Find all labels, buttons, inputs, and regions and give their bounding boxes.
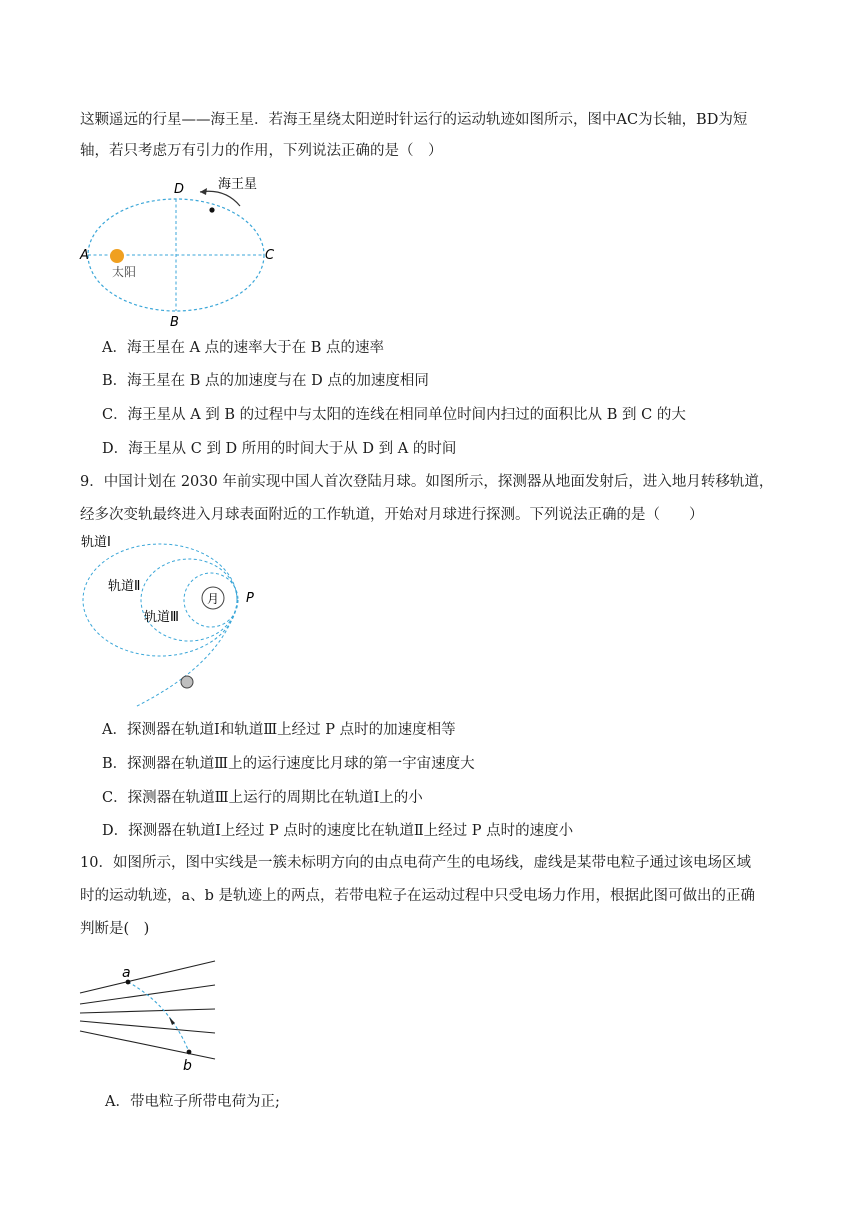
- field-line-5: [80, 1031, 215, 1059]
- q9-option-c: C．探测器在轨道Ⅲ上运行的周期比在轨道Ⅰ上的小: [102, 790, 423, 806]
- q9-stem-line-1: 9．中国计划在 2030 年前实现中国人首次登陆月球。如图所示，探测器从地面发射后，进入地月转移轨道，: [80, 474, 774, 490]
- q9-stem-line-2: 经多次变轨最终进入月球表面附近的工作轨道，开始对月球进行探测。下列说法正确的是（ ）: [80, 507, 704, 523]
- q9-option-d: D．探测器在轨道Ⅰ上经过 P 点时的速度比在轨道Ⅱ上经过 P 点时的速度小: [102, 823, 574, 839]
- label-P: P: [246, 591, 254, 606]
- q10-stem-line-1: 10．如图所示，图中实线是一簇未标明方向的由点电荷产生的电场线，虚线是某带电粒子通过该电场区域: [80, 855, 751, 871]
- q8-stem-line-2: 轴，若只考虑万有引力的作用，下列说法正确的是（ ）: [80, 143, 443, 159]
- q10-stem-line-3: 判断是( ): [80, 921, 150, 937]
- label-orbit-3: 轨道Ⅲ: [144, 610, 179, 625]
- label-moon: 月: [207, 592, 220, 606]
- arrowhead-icon: [200, 188, 207, 195]
- q8-option-b: B．海王星在 B 点的加速度与在 D 点的加速度相同: [102, 373, 429, 389]
- label-orbit-1: 轨道Ⅰ: [81, 535, 111, 550]
- q8-option-a: A．海王星在 A 点的速率大于在 B 点的速率: [102, 340, 385, 356]
- label-C: C: [265, 248, 275, 263]
- field-lines-diagram: [75, 955, 225, 1075]
- label-B: B: [170, 315, 179, 330]
- q10-option-a: A．带电粒子所带电荷为正;: [105, 1094, 280, 1110]
- q8-stem-line-1: 这颗遥远的行星——海王星．若海王星绕太阳逆时针运行的运动轨迹如图所示，图中AC为长轴，BD为短: [80, 112, 748, 128]
- probe-icon: [181, 676, 193, 688]
- point-b: [187, 1050, 192, 1055]
- label-b: b: [183, 1058, 192, 1074]
- neptune-dot: [209, 207, 214, 212]
- label-sun: 太阳: [112, 265, 137, 279]
- q8-option-c: C．海王星从 A 到 B 的过程中与太阳的连线在相同单位时间内扫过的面积比从 B 到 C 的大: [102, 407, 686, 423]
- q9-option-a: A．探测器在轨道Ⅰ和轨道Ⅲ上经过 P 点时的加速度相等: [102, 722, 456, 738]
- lunar-orbits-diagram: [75, 532, 275, 712]
- sun-icon: [110, 249, 124, 263]
- label-D: D: [174, 182, 185, 197]
- neptune-orbit-diagram: [70, 170, 300, 335]
- q9-option-b: B．探测器在轨道Ⅲ上的运行速度比月球的第一宇宙速度大: [102, 756, 475, 772]
- field-line-4: [80, 1021, 215, 1033]
- label-orbit-2: 轨道Ⅱ: [108, 579, 141, 594]
- label-neptune: 海王星: [218, 177, 258, 192]
- q8-option-d: D．海王星从 C 到 D 所用的时间大于从 D 到 A 的时间: [102, 441, 457, 457]
- q10-stem-line-2: 时的运动轨迹，a、b 是轨迹上的两点，若带电粒子在运动过程中只受电场力作用，根据此图可做出的正确: [80, 888, 756, 904]
- label-A: A: [80, 248, 89, 263]
- field-line-3: [80, 1009, 215, 1013]
- label-a: a: [122, 965, 131, 981]
